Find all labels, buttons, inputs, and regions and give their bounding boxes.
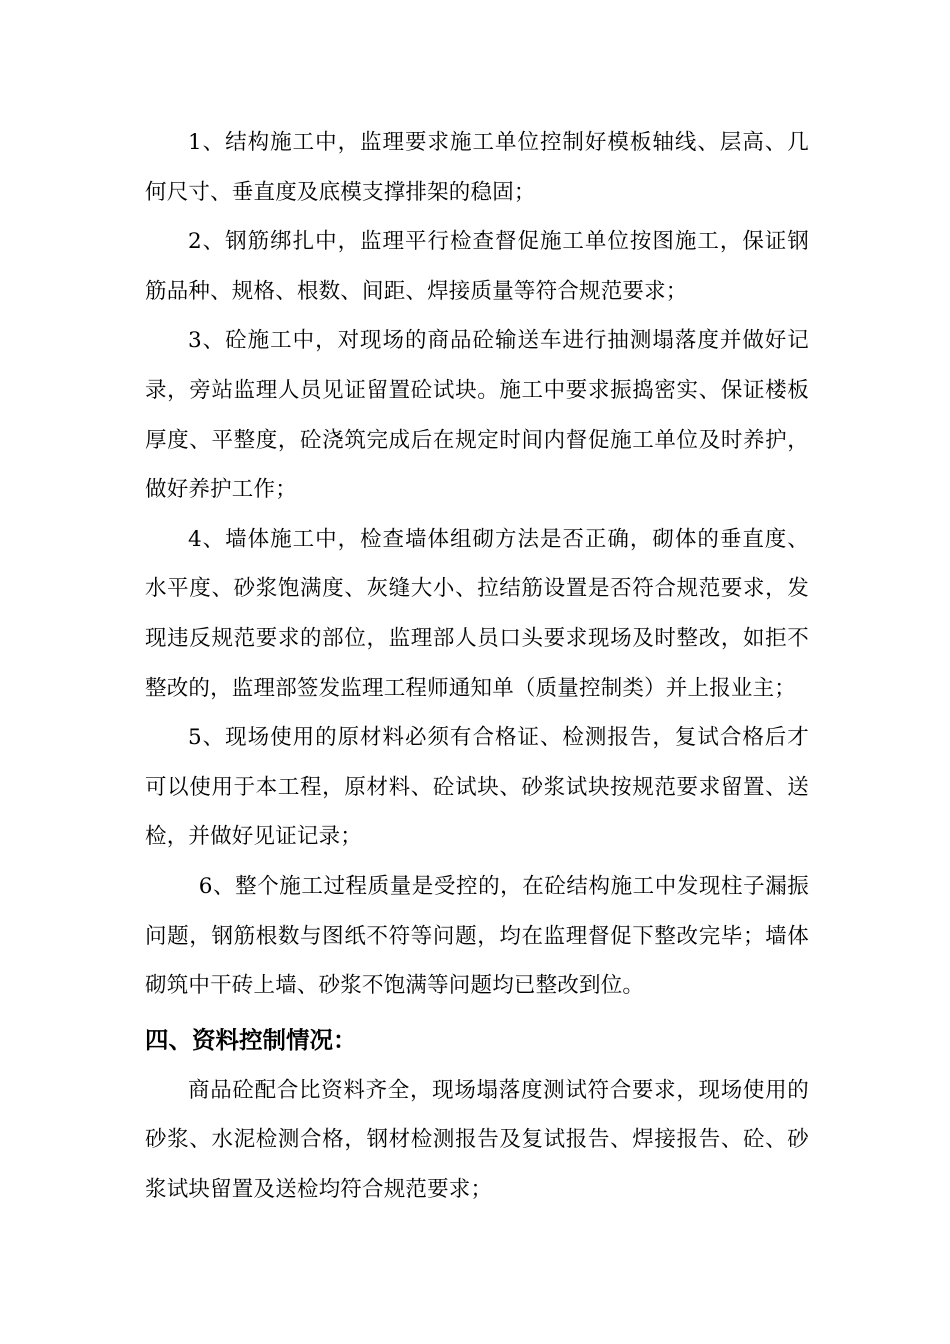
paragraph-masonry: 4、墙体施工中，检查墙体组砌方法是否正确，砌体的垂直度、水平度、砂浆饱满度、灰缝大小、拉结筋设置是否符合规范要求，发现违反规范要求的部位，监理部人员口头要求现场及时整改，如拒不整改的，监理部签发监理工程师通知单（质量控制类）并上报业主； <box>145 526 809 701</box>
paragraph-concrete: 3、砼施工中，对现场的商品砼输送车进行抽测塌落度并做好记录，旁站监理人员见证留置砼试块。施工中要求振捣密实、保证楼板厚度、平整度，砼浇筑完成后在规定时间内督促施工单位及时养护，做好养护工作； <box>145 328 809 503</box>
paragraph-quality-summary: 6、整个施工过程质量是受控的，在砼结构施工中发现柱子漏振问题，钢筋根数与图纸不符等问题，均在监理督促下整改完毕；墙体砌筑中干砖上墙、砂浆不饱满等问题均已整改到位。 <box>145 873 809 999</box>
paragraph-rebar: 2、钢筋绑扎中，监理平行检查督促施工单位按图施工，保证钢筋品种、规格、根数、间距、焊接质量等符合规范要求； <box>145 229 809 304</box>
document-page <box>145 118 809 1214</box>
section-heading-document-control: 四、资料控制情况： <box>145 1025 357 1054</box>
paragraph-formwork: 1、结构施工中，监理要求施工单位控制好模板轴线、层高、几何尺寸、垂直度及底模支撑排架的稳固； <box>145 130 809 205</box>
paragraph-materials: 5、现场使用的原材料必须有合格证、检测报告，复试合格后才可以使用于本工程，原材料、砼试块、砂浆试块按规范要求留置、送检，并做好见证记录； <box>145 725 809 850</box>
paragraph-document-control: 商品砼配合比资料齐全，现场塌落度测试符合要求，现场使用的砂浆、水泥检测合格，钢材检测报告及复试报告、焊接报告、砼、砂浆试块留置及送检均符合规范要求； <box>145 1077 809 1202</box>
